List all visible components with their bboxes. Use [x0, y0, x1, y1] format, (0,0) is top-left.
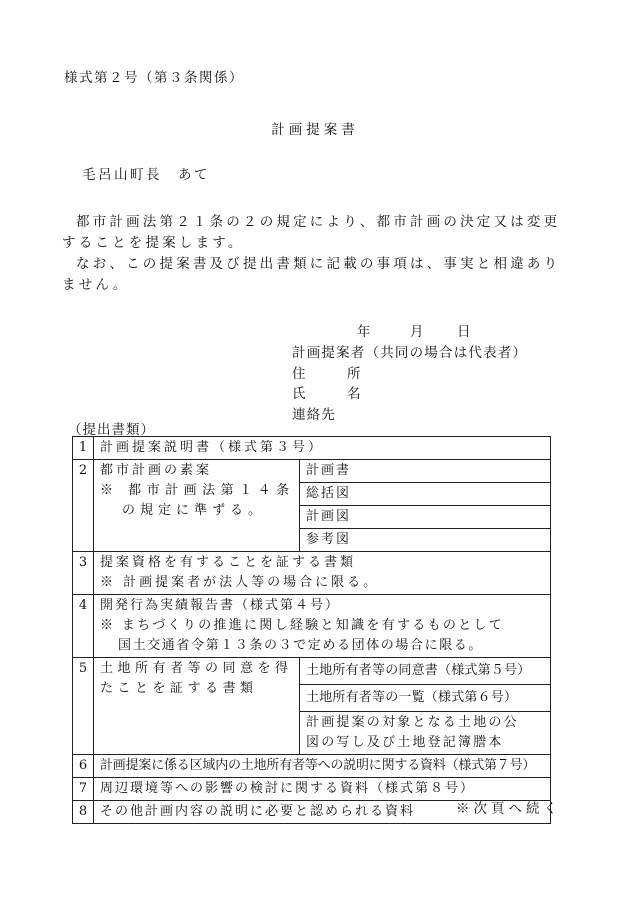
document-item	[94, 552, 551, 595]
row-number: 8	[73, 801, 94, 824]
document-item	[94, 460, 300, 552]
date-line	[357, 320, 471, 340]
table-row	[73, 437, 551, 460]
table-row	[73, 755, 551, 778]
document-item-title: 開発行為実績報告書（様式第４号）	[100, 598, 341, 613]
document-item: 計画提案説明書（様式第３号）	[94, 437, 551, 460]
table-row	[73, 552, 551, 595]
document-item-title: たことを証する書類	[100, 681, 258, 696]
row-number: 3	[73, 552, 94, 595]
document-item-title: 都市計画の素案	[100, 463, 213, 478]
form-number-label: 様式第２号（第３条関係）	[64, 70, 244, 86]
proposer-heading: 計画提案者（共同の場合は代表者）	[292, 345, 528, 361]
subitem-general-map: 総括図	[300, 483, 550, 506]
row-number: 1	[73, 437, 94, 460]
proposer-contact-label: 連絡先	[292, 406, 337, 423]
subitem-line: 計画提案の対象となる土地の公	[306, 715, 519, 730]
subitem-owner-list: 土地所有者等の一覧（様式第６号）	[300, 685, 550, 712]
proposer-block	[292, 343, 527, 425]
document-item-note: ※ 計画提案者が法人等の場合に限る。	[100, 575, 380, 590]
document-item: その他計画内容の説明に必要と認められる資料	[94, 801, 551, 824]
table-row	[73, 460, 551, 552]
document-title: 計画提案書	[271, 122, 359, 138]
row-number: 7	[73, 778, 94, 801]
table-row	[73, 595, 551, 658]
subitem-plan-map: 計画図	[300, 506, 550, 529]
body-paragraph-2: なお、この提案書及び提出書類に記載の事項は、事実と相違ありません。	[62, 256, 561, 293]
document-item-title: 提案資格を有することを証する書類	[100, 555, 357, 570]
addressee: 毛呂山町長 あて	[82, 167, 210, 183]
submission-documents-heading: （提出書類）	[68, 422, 155, 438]
proposal-body	[62, 212, 562, 296]
row-number: 4	[73, 595, 94, 658]
date-month: 月	[410, 324, 424, 340]
document-item-note: ※ 都市計画法第１４条	[100, 483, 295, 498]
document-item: 計画提案に係る区域内の土地所有者等への説明に関する資料（様式第７号）	[94, 755, 551, 778]
document-subitems	[300, 658, 551, 755]
document-item: 周辺環境等への影響の検討に関する資料（様式第８号）	[94, 778, 551, 801]
table-row	[73, 658, 551, 755]
subitem-line: 図の写し及び土地登記簿謄本	[306, 735, 504, 750]
row-number: 2	[73, 460, 94, 552]
subitem-cadastral-map	[300, 712, 550, 754]
document-item	[94, 595, 551, 658]
proposer-address-label: 住 所	[292, 365, 375, 382]
document-item-note: 国土交通省令第１３条の３で定める団体の場合に限る。	[118, 638, 484, 653]
date-day: 日	[457, 324, 471, 340]
proposer-name-label: 氏 名	[292, 386, 375, 402]
subitem-reference-map: 参考図	[306, 532, 352, 547]
subitem-consent-form: 土地所有者等の同意書（様式第５号）	[300, 658, 550, 685]
subitem-plan-document: 計画書	[300, 460, 550, 483]
document-item-title: 土地所有者等の同意を得	[100, 661, 293, 676]
document-item	[94, 658, 300, 755]
row-number: 5	[73, 658, 94, 755]
submission-documents-table	[72, 436, 551, 824]
document-item-note: の規定に準ずる。	[122, 503, 267, 518]
date-year: 年	[357, 324, 371, 340]
document-item-note: ※ まちづくりの推進に関し経験と知識を有するものとして	[100, 618, 505, 633]
body-paragraph-1: 都市計画法第２１条の２の規定により、都市計画の決定又は変更することを提案します。	[62, 214, 561, 251]
row-number: 6	[73, 755, 94, 778]
document-subitems	[300, 460, 551, 552]
continued-next-page: ※次頁へ続く	[456, 801, 561, 817]
